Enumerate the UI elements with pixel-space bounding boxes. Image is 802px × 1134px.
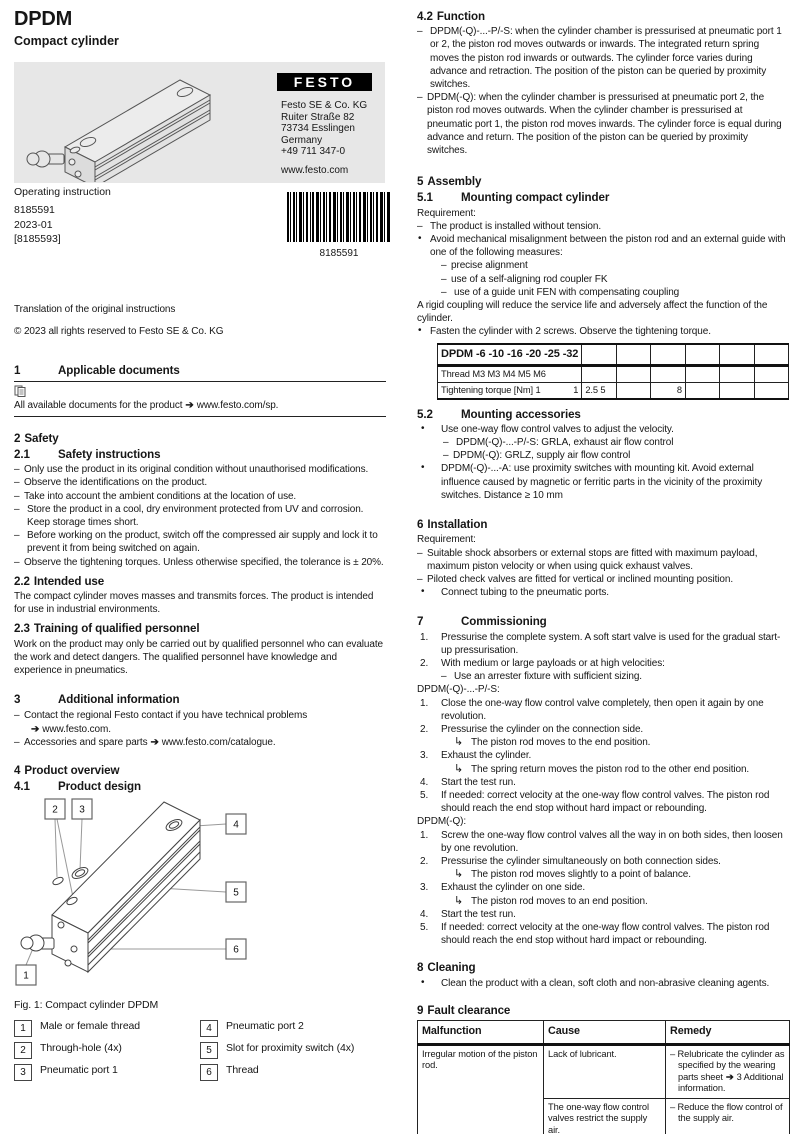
page-subtitle: Compact cylinder xyxy=(14,34,119,48)
section-6-heading: 6 Installation xyxy=(417,518,488,532)
section-4-heading: 4 Product overview xyxy=(14,764,120,778)
address-line: Festo SE & Co. KG xyxy=(281,100,368,111)
section-1-heading xyxy=(14,364,386,377)
table-cell: 8 xyxy=(651,382,685,399)
remedy-cell: – Reduce the flow control of the supply air. xyxy=(666,1098,790,1134)
legend-item: 6 Thread xyxy=(200,1064,386,1081)
result-line: ↳ The piston rod moves slightly to a point of balance. xyxy=(454,868,691,881)
table-header-row xyxy=(438,344,789,366)
company-address xyxy=(281,100,367,158)
copyright-note: © 2023 all rights reserved to Festo SE & Co. KG xyxy=(14,326,224,338)
table-cell xyxy=(754,382,788,399)
section-5-2-heading: 5.2 Mounting accessories xyxy=(417,407,581,421)
additional-info-list xyxy=(14,709,386,749)
mounting-accessories-list xyxy=(417,423,789,502)
table-row xyxy=(438,382,789,399)
divider xyxy=(14,381,386,382)
arrow-icon: ➔ xyxy=(185,399,194,411)
cause-cell: Lack of lubricant. xyxy=(544,1044,666,1098)
callout-5: 5 xyxy=(233,887,239,899)
list-item: – use of a self-aligning rod coupler FK xyxy=(441,273,608,285)
section-8-heading: 8 Cleaning xyxy=(417,961,476,975)
fault-clearance-table xyxy=(417,1020,790,1134)
section-2-2-heading: 2.2 Intended use xyxy=(14,574,105,588)
address-line: Germany xyxy=(281,134,323,146)
step-item: Start the test run. xyxy=(441,776,516,788)
doc-number: 8185591 xyxy=(14,204,55,216)
list-item: – The product is installed without tension. xyxy=(417,220,601,232)
variant-label: DPDM(-Q): xyxy=(417,816,467,828)
divider xyxy=(14,416,386,417)
table-header-cell: Cause xyxy=(544,1021,666,1045)
section-5-heading: 5 Assembly xyxy=(417,175,482,189)
list-item: – DPDM(-Q)-...-P/-S: when the cylinder chamber is pressurised at pneumatic port 1 or 2, the piston rod moves outwards or inwards. The integrated return spring moves the piston rod inwards or outwards. The cylinder force varies during advance and retraction. The position of the piston can be queried by proximity switches. xyxy=(417,26,782,91)
arrow-icon: ➔ xyxy=(31,723,40,735)
section-3-heading: 3 Additional information xyxy=(14,693,180,707)
figure-1 xyxy=(14,797,386,996)
address-line: +49 711 347-0 xyxy=(281,146,346,157)
section-9-heading: 9 Fault clearance xyxy=(417,1003,511,1017)
section-5-1-heading: 5.1 Mounting compact cylinder xyxy=(417,191,610,205)
festo-link[interactable]: www.festo.com. xyxy=(42,723,111,735)
commissioning-steps-q xyxy=(417,829,789,948)
result-arrow-icon: ↳ xyxy=(454,736,464,749)
step-item: Exhaust the cylinder. ↳ The spring return moves the piston rod to the other end position. xyxy=(417,749,789,775)
result-line: ↳ The spring return moves the piston rod to the other end position. xyxy=(454,762,750,775)
note-text: A rigid coupling will reduce the service life and adversely affect the function of the cylinder. xyxy=(417,300,768,325)
list-item: – Store the product in a cool, dry environment protected from UV and corrosion. Keep storage times short. xyxy=(14,503,364,529)
step-item: Pressurise the complete system. A soft start valve is used for the gradual start-up pressurisation. xyxy=(441,631,781,656)
malfunction-cell: Irregular motion of the piston rod. xyxy=(418,1044,544,1134)
sub-item: – Use an arrester fixture with sufficient sizing. xyxy=(441,671,642,683)
legend-item: 3 Pneumatic port 1 xyxy=(14,1064,200,1081)
callout-6: 6 xyxy=(233,944,239,956)
list-item: – DPDM(-Q): when the cylinder chamber is pressurised at pneumatic port 2, the piston rod moves outwards. When the cylinder chamber is pressurised at pneumatic port 1, the piston rod moves inwards. The cylinder force is equal during advance and return. The position of the piston can be queried by proximity switches. xyxy=(417,92,782,157)
requirement-label: Requirement: xyxy=(417,207,476,219)
address-line: 73734 Esslingen xyxy=(281,123,355,134)
catalogue-link[interactable]: www.festo.com/catalogue. xyxy=(161,736,276,748)
table-cell xyxy=(617,382,651,399)
callout-1: 1 xyxy=(23,970,29,982)
step-item: Pressurise the cylinder on the connection side. ↳ The piston rod moves to the end position. xyxy=(417,723,789,749)
list-item: – DPDM(-Q): GRLZ, supply air flow control xyxy=(443,450,631,462)
result-line: ↳ The piston rod moves to the end position. xyxy=(454,736,651,749)
variant-label: DPDM(-Q)-...-P/-S: xyxy=(417,684,500,696)
product-photo xyxy=(20,70,255,187)
table-row xyxy=(418,1044,790,1098)
section-2-heading: 2 Safety xyxy=(14,431,59,445)
legend-number: 1 xyxy=(14,1020,32,1037)
list-item: – Before working on the product, switch off the compressed air supply and lock it to prevent it from being switched on again. xyxy=(14,530,378,555)
festo-sp-link[interactable]: www.festo.com/sp. xyxy=(196,399,279,411)
section-number: 1 xyxy=(14,364,21,378)
list-item: – DPDM(-Q)-...-P/-S: GRLA, exhaust air flow control xyxy=(443,437,674,449)
section-title: Applicable documents xyxy=(58,364,180,378)
legend-label: Male or female thread xyxy=(40,1019,141,1032)
brand-box xyxy=(14,62,385,183)
table-cell: Tightening torque [Nm] 1 1 xyxy=(438,382,582,399)
barcode-number: 8185591 xyxy=(319,248,359,259)
function-list xyxy=(417,25,789,157)
documents-icon xyxy=(14,385,386,398)
section-2-3-heading: 2.3 Training of qualified personnel xyxy=(14,622,200,636)
table-header-row xyxy=(418,1021,790,1045)
translation-note: Translation of the original instructions xyxy=(14,304,176,315)
requirement-label: Requirement: xyxy=(417,534,476,546)
section-4-2-heading: 4.2 Function xyxy=(417,10,485,23)
list-item: • Use one-way flow control valves to adjust the velocity. xyxy=(421,422,674,435)
applicable-docs-line: All available documents for the product ➔ www.festo.com/sp. xyxy=(14,399,279,411)
safety-instructions-list xyxy=(14,463,386,569)
bullet-marker: • xyxy=(418,233,422,245)
remedy-cell: – Relubricate the cylinder as specified by the wearing parts sheet ➔ 3 Additional information. xyxy=(666,1044,790,1098)
step-item: Screw the one-way flow control valves all the way in on both sides, then loosen by one revolution. xyxy=(441,829,783,854)
step-item: Close the one-way flow control valve completely, then open it again by one revolution. xyxy=(441,697,764,722)
list-item: – Observe the identifications on the product. xyxy=(14,477,208,489)
sub-list xyxy=(443,436,789,462)
section-7-heading: 7 Commissioning xyxy=(417,615,547,629)
list-item: – Piloted check valves are fitted for vertical or inclined mounting position. xyxy=(417,573,733,585)
list-item: – Only use the product in its original condition without unauthorised modifications. xyxy=(14,464,369,476)
callout-4: 4 xyxy=(233,819,239,831)
barcode-image xyxy=(287,192,391,242)
list-item: – Observe the tightening torques. Unless otherwise specified, the tolerance is ± 20%. xyxy=(14,556,384,568)
list-item: • Fasten the cylinder with 2 screws. Observe the tightening torque. xyxy=(418,325,711,338)
table-header-cell: Remedy xyxy=(666,1021,790,1045)
commissioning-steps xyxy=(417,631,789,684)
list-item: • DPDM(-Q)-...-A: use proximity switches with mounting kit. Avoid external influence caused by magnetic or ferritic parts in the vicinity of the proximity switches. Distance ≥ 10 mm xyxy=(421,462,763,501)
doc-alt-number: [8185593] xyxy=(14,233,61,245)
legend-item xyxy=(14,1020,200,1037)
figure-caption: Fig. 1: Compact cylinder DPDM xyxy=(14,998,159,1011)
legend-item: 2 Through-hole (4x) xyxy=(14,1042,200,1059)
table-cell: Thread M3 M3 M4 M5 M6 xyxy=(438,365,582,382)
list-item: – Contact the regional Festo contact if you have technical problems xyxy=(14,710,308,722)
section-4-1-heading: 4.1 Product design xyxy=(14,780,141,794)
intended-use-text: The compact cylinder moves masses and transmits forces. The product is intended for use in industrial environments. xyxy=(14,591,374,616)
cross-reference-link[interactable]: 3 Additional information. xyxy=(678,1071,784,1093)
doc-date: 2023-01 xyxy=(14,218,53,231)
step-item: Exhaust the cylinder on one side. ↳ The piston rod moves to an end position. xyxy=(417,881,789,907)
sub-list xyxy=(441,259,789,299)
table-cell: 2.5 5 xyxy=(582,382,617,399)
step-item: Pressurise the cylinder simultaneously on both connection sides. ↳ The piston rod moves slightly to a point of balance. xyxy=(417,855,789,881)
link-line xyxy=(28,723,386,736)
tightening-torque-table xyxy=(437,343,789,400)
callout-2: 2 xyxy=(52,804,58,816)
company-website-link[interactable]: www.festo.com xyxy=(281,165,349,176)
table-cell xyxy=(720,382,754,399)
barcode xyxy=(287,192,391,259)
step-item: If needed: correct velocity at the one-way flow control valves. The piston rod should reach the end stop without hard impact or rebounding. xyxy=(441,789,770,815)
legend-item: 5 Slot for proximity switch (4x) xyxy=(200,1042,386,1059)
list-item: – Accessories and spare parts ➔ www.festo.com/catalogue. xyxy=(14,736,276,748)
table-row xyxy=(438,365,789,382)
doc-numbers xyxy=(14,203,61,247)
doc-type-label: Operating instruction xyxy=(14,186,111,198)
callout-3: 3 xyxy=(79,804,85,816)
table-header-cell: Malfunction xyxy=(418,1021,544,1045)
list-item: – use of a guide unit FEN with compensating coupling xyxy=(441,286,680,298)
legend-item: 4 Pneumatic port 2 xyxy=(200,1020,386,1037)
page-title: DPDM xyxy=(14,8,73,30)
section-2-1-heading: 2.1 Safety instructions xyxy=(14,448,161,462)
result-line: ↳ The piston rod moves to an end position. xyxy=(454,894,648,907)
arrow-icon: ➔ xyxy=(150,736,159,748)
product-drawing-icon xyxy=(20,70,255,182)
address-line: Ruiter Straße 82 xyxy=(281,111,355,123)
list-item: • Avoid mechanical misalignment between the piston rod and an external guide with one of the following measures: xyxy=(418,233,786,259)
right-column xyxy=(417,10,789,1134)
list-item: – Suitable shock absorbers or external stops are fitted with maximum payload, maximum piston velocity or when using quick exhaust valves. xyxy=(417,547,758,572)
figure-legend xyxy=(14,1020,386,1081)
festo-logo: FESTO xyxy=(277,73,372,91)
training-text: Work on the product may only be carried out by qualified personnel who can evaluate the work and detect dangers. The qualified personnel have knowledge and experience in pneumatics. xyxy=(14,638,383,677)
arrow-icon: ➔ xyxy=(725,1071,734,1082)
left-column xyxy=(14,303,386,1081)
list-item: – precise alignment xyxy=(441,260,528,272)
list-item: • Connect tubing to the pneumatic ports. xyxy=(421,586,609,599)
list-item: – Take into account the ambient conditions at the location of use. xyxy=(14,490,297,502)
cylinder-diagram xyxy=(14,797,386,992)
table-header-cell: DPDM -6 -10 -16 -20 -25 -32 xyxy=(438,344,582,366)
commissioning-steps-ps xyxy=(417,697,789,816)
cause-cell: The one-way flow control valves restrict the supply air. xyxy=(544,1098,666,1134)
step-item: If needed: correct velocity at the one-way flow control valves. The piston rod should reach the end stop without hard impact or rebounding. xyxy=(441,921,770,947)
dash-marker: – xyxy=(14,464,20,476)
table-cell xyxy=(685,382,719,399)
step-item: With medium or large payloads or at high velocities: – Use an arrester fixture with sufficient sizing. xyxy=(417,657,789,683)
step-item: Start the test run. xyxy=(441,908,516,920)
list-item: • Clean the product with a clean, soft cloth and non-abrasive cleaning agents. xyxy=(421,976,770,989)
